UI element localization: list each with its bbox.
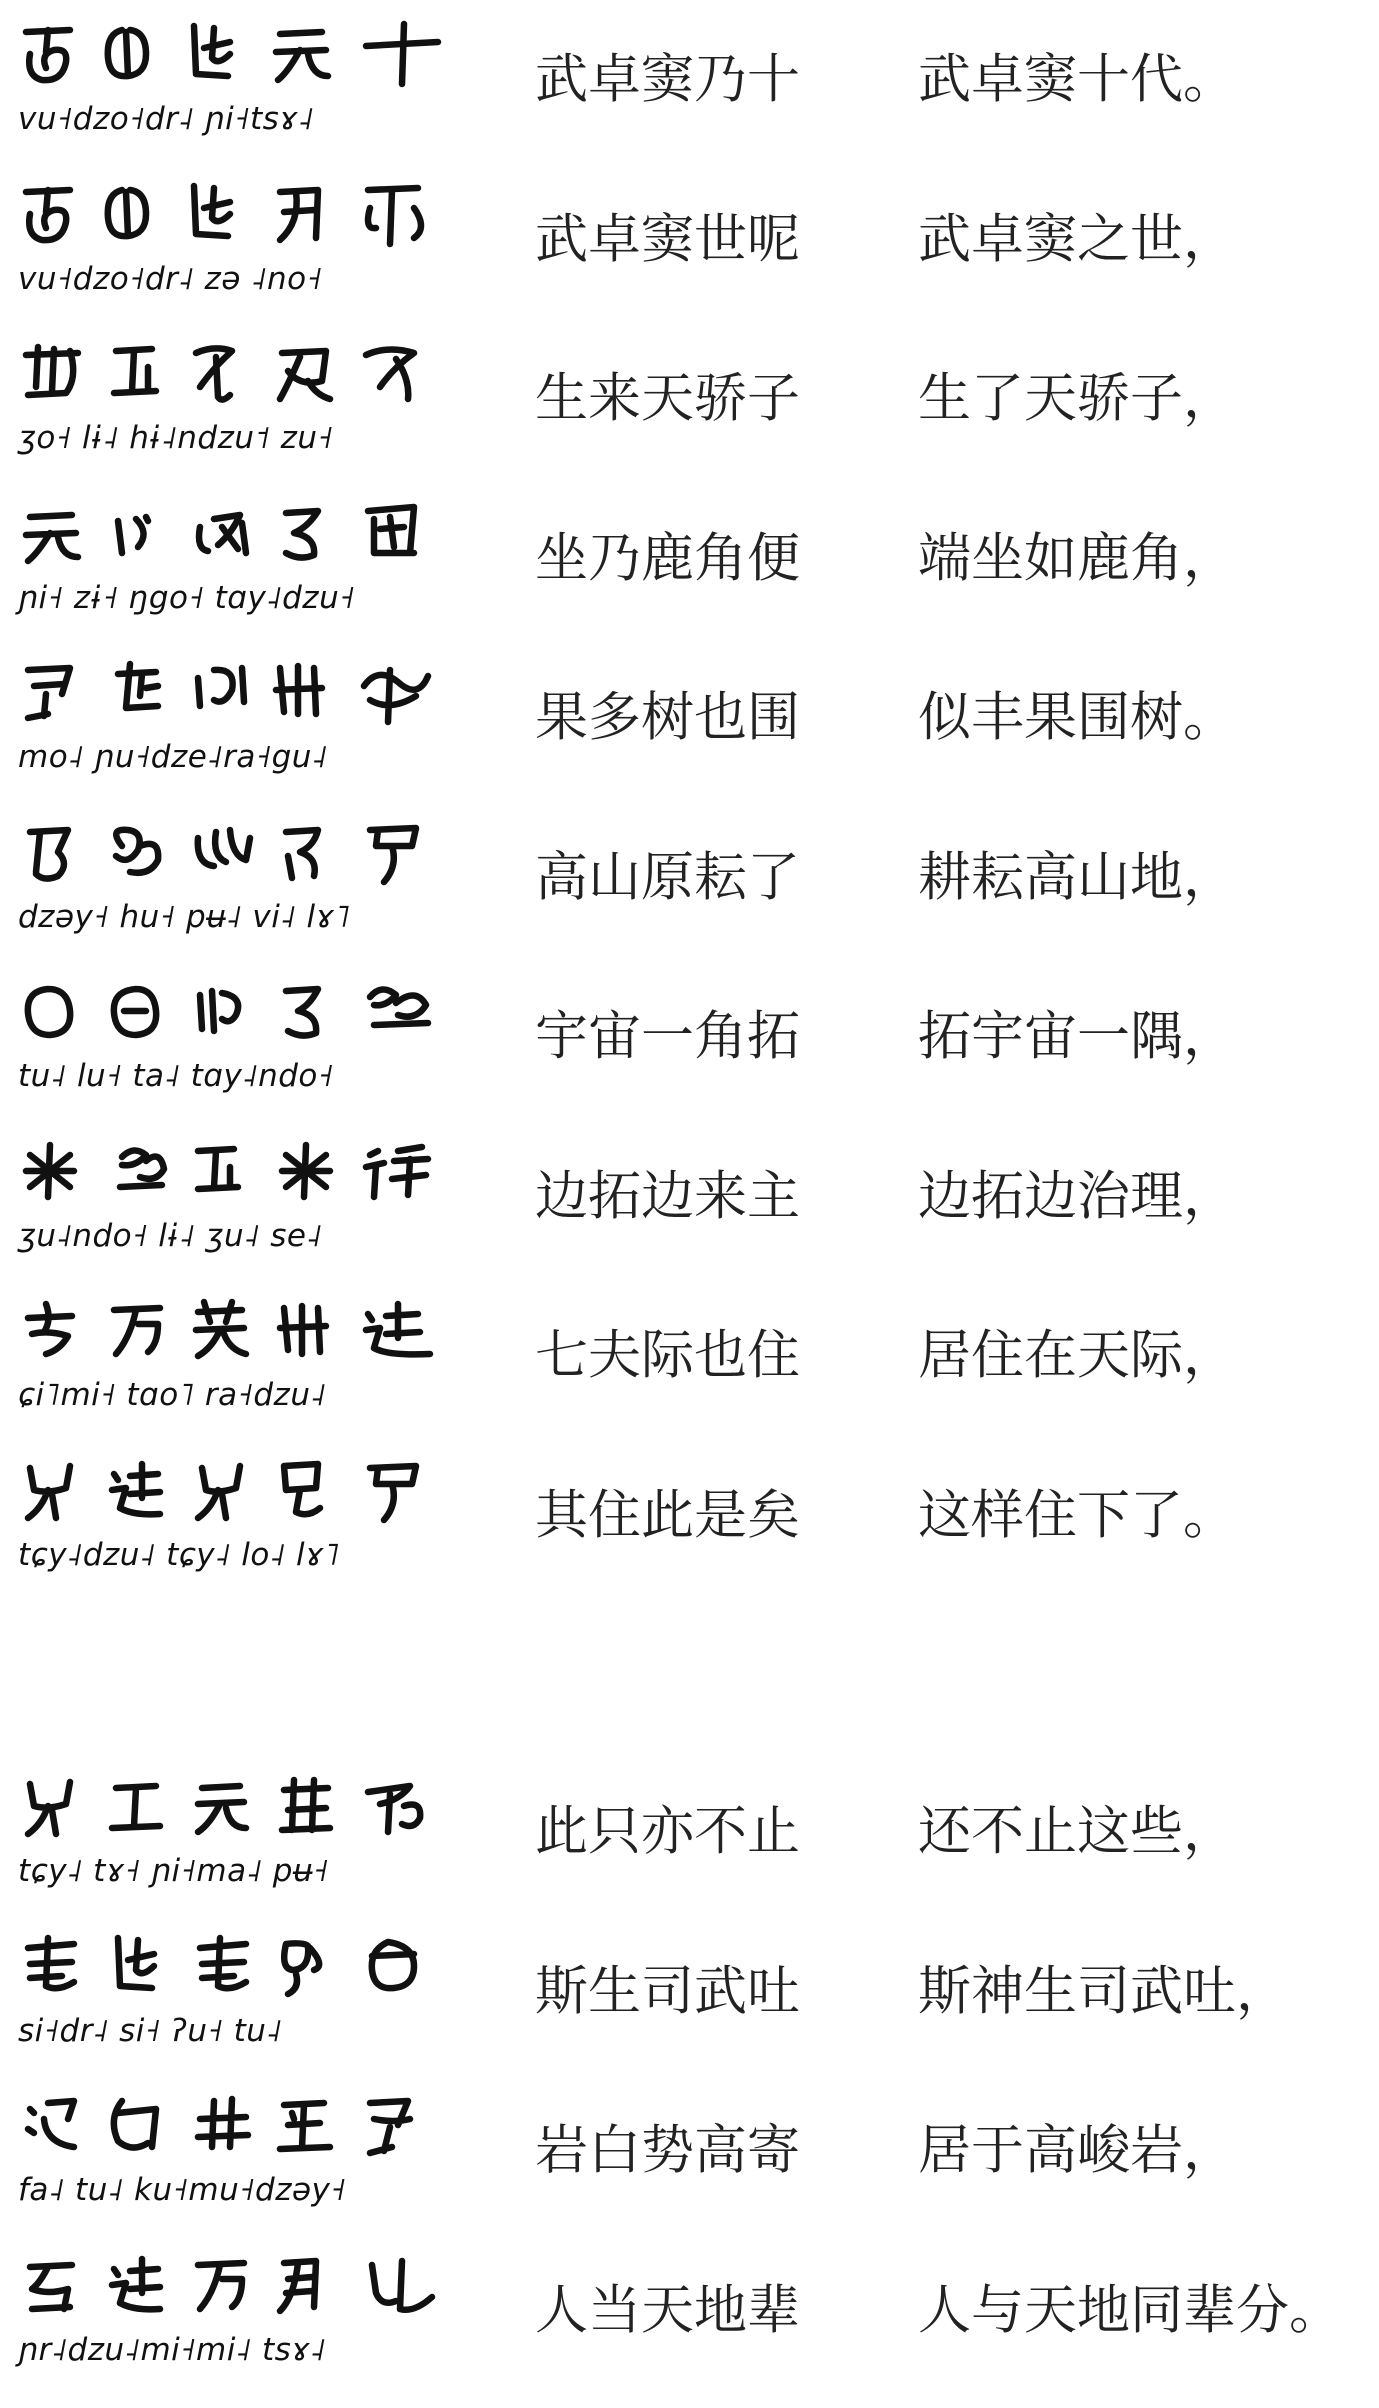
script-line: [18, 656, 458, 786]
verse-row: [0, 656, 1379, 816]
literal-translation: 岩白势高寄: [535, 2119, 800, 2183]
literal-translation: 坐乃鹿角便: [535, 527, 800, 591]
transliteration: ɲr˨dzu˨mi˧mi˨ tsɤ˨: [18, 2329, 458, 2371]
yi-script-glyphs: [18, 1930, 458, 2008]
yi-script-glyphs: [18, 18, 458, 96]
free-translation: 似丰果围树。: [918, 686, 1236, 750]
literal-translation: 其住此是矣: [535, 1484, 800, 1548]
literal-translation: 果多树也围: [535, 686, 800, 750]
transliteration: si˧dr˨ si˧ ʔu˧ tu˨: [18, 2010, 458, 2052]
stanza-2: [0, 1770, 1379, 2408]
transliteration: vu˧dzo˧dr˨ zə ˨no˧: [18, 258, 458, 300]
verse-row: [0, 18, 1379, 178]
free-translation: 还不止这些，: [918, 1800, 1236, 1864]
script-line: [18, 337, 458, 467]
script-line: [18, 975, 458, 1105]
transliteration: ʒo˧ lɨ˨ hɨ˨ndzu˦ zu˧: [18, 417, 458, 459]
yi-script-glyphs: [18, 1135, 458, 1213]
transliteration: ɕi˥mi˧ tɑo˥ ra˧dzu˨: [18, 1374, 458, 1416]
verse-row: [0, 1930, 1379, 2090]
verse-row: [0, 1135, 1379, 1295]
yi-script-glyphs: [18, 178, 458, 256]
verse-row: [0, 497, 1379, 657]
verse-row: [0, 1454, 1379, 1614]
script-line: [18, 1294, 458, 1424]
script-line: [18, 2089, 458, 2219]
script-line: [18, 1454, 458, 1584]
yi-script-glyphs: [18, 1294, 458, 1372]
yi-script-glyphs: [18, 1770, 458, 1848]
free-translation: 武卓窦十代。: [918, 48, 1236, 112]
script-line: [18, 18, 458, 148]
script-line: [18, 1930, 458, 2060]
verse-row: [0, 178, 1379, 338]
free-translation: 武卓窦之世，: [918, 208, 1236, 272]
transliteration: ɲi˧ zɨ˧ ŋgo˧ tɑy˨dzu˧: [18, 577, 458, 619]
verse-row: [0, 337, 1379, 497]
literal-translation: 七夫际也住: [535, 1324, 800, 1388]
verse-row: [0, 1294, 1379, 1454]
yi-script-glyphs: [18, 1454, 458, 1532]
literal-translation: 人当天地辈: [535, 2279, 800, 2343]
yi-script-glyphs: [18, 816, 458, 894]
script-line: [18, 2249, 458, 2379]
free-translation: 端坐如鹿角，: [918, 527, 1236, 591]
script-line: [18, 1135, 458, 1265]
free-translation: 拓宇宙一隅，: [918, 1005, 1236, 1069]
verse-row: [0, 1770, 1379, 1930]
literal-translation: 宇宙一角拓: [535, 1005, 800, 1069]
free-translation: 生了天骄子，: [918, 367, 1236, 431]
free-translation: 这样住下了。: [918, 1484, 1236, 1548]
free-translation: 斯神生司武吐，: [918, 1960, 1289, 2024]
yi-script-glyphs: [18, 656, 458, 734]
literal-translation: 此只亦不止: [535, 1800, 800, 1864]
transliteration: tu˨ lu˧ ta˨ tɑy˨ndo˧: [18, 1055, 458, 1097]
script-line: [18, 816, 458, 946]
script-line: [18, 178, 458, 308]
yi-script-glyphs: [18, 337, 458, 415]
literal-translation: 高山原耘了: [535, 846, 800, 910]
transliteration: vu˧dzo˧dr˨ ɲi˧tsɤ˨: [18, 98, 458, 140]
free-translation: 耕耘高山地，: [918, 846, 1236, 910]
literal-translation: 武卓窦世呢: [535, 208, 800, 272]
literal-translation: 武卓窦乃十: [535, 48, 800, 112]
transliteration: mo˨ ɲu˧dze˨ra˧gu˨: [18, 736, 458, 778]
stanza-1: [0, 18, 1379, 1613]
literal-translation: 斯生司武吐: [535, 1960, 800, 2024]
literal-translation: 生来天骄子: [535, 367, 800, 431]
free-translation: 边拓边治理，: [918, 1165, 1236, 1229]
free-translation: 居住在天际，: [918, 1324, 1236, 1388]
transliteration: dzəy˧ hu˧ pʉ˨ vi˨ lɤ˥: [18, 896, 458, 938]
yi-script-glyphs: [18, 2089, 458, 2167]
transliteration: fa˨ tu˨ ku˧mu˧dzəy˧: [18, 2169, 458, 2211]
script-line: [18, 497, 458, 627]
transliteration: tɕy˨dzu˨ tɕy˨ lo˨ lɤ˥: [18, 1534, 458, 1576]
literal-translation: 边拓边来主: [535, 1165, 800, 1229]
free-translation: 人与天地同辈分。: [918, 2279, 1342, 2343]
yi-script-glyphs: [18, 2249, 458, 2327]
free-translation: 居于高峻岩，: [918, 2119, 1236, 2183]
verse-row: [0, 2249, 1379, 2408]
verse-row: [0, 975, 1379, 1135]
transliteration: ʒu˨ndo˧ lɨ˨ ʒu˨ se˨: [18, 1215, 458, 1257]
yi-script-glyphs: [18, 975, 458, 1053]
verse-row: [0, 816, 1379, 976]
transliteration: tɕy˨ tɤ˧ ɲi˧ma˨ pʉ˧: [18, 1850, 458, 1892]
yi-script-glyphs: [18, 497, 458, 575]
script-line: [18, 1770, 458, 1900]
verse-row: [0, 2089, 1379, 2249]
